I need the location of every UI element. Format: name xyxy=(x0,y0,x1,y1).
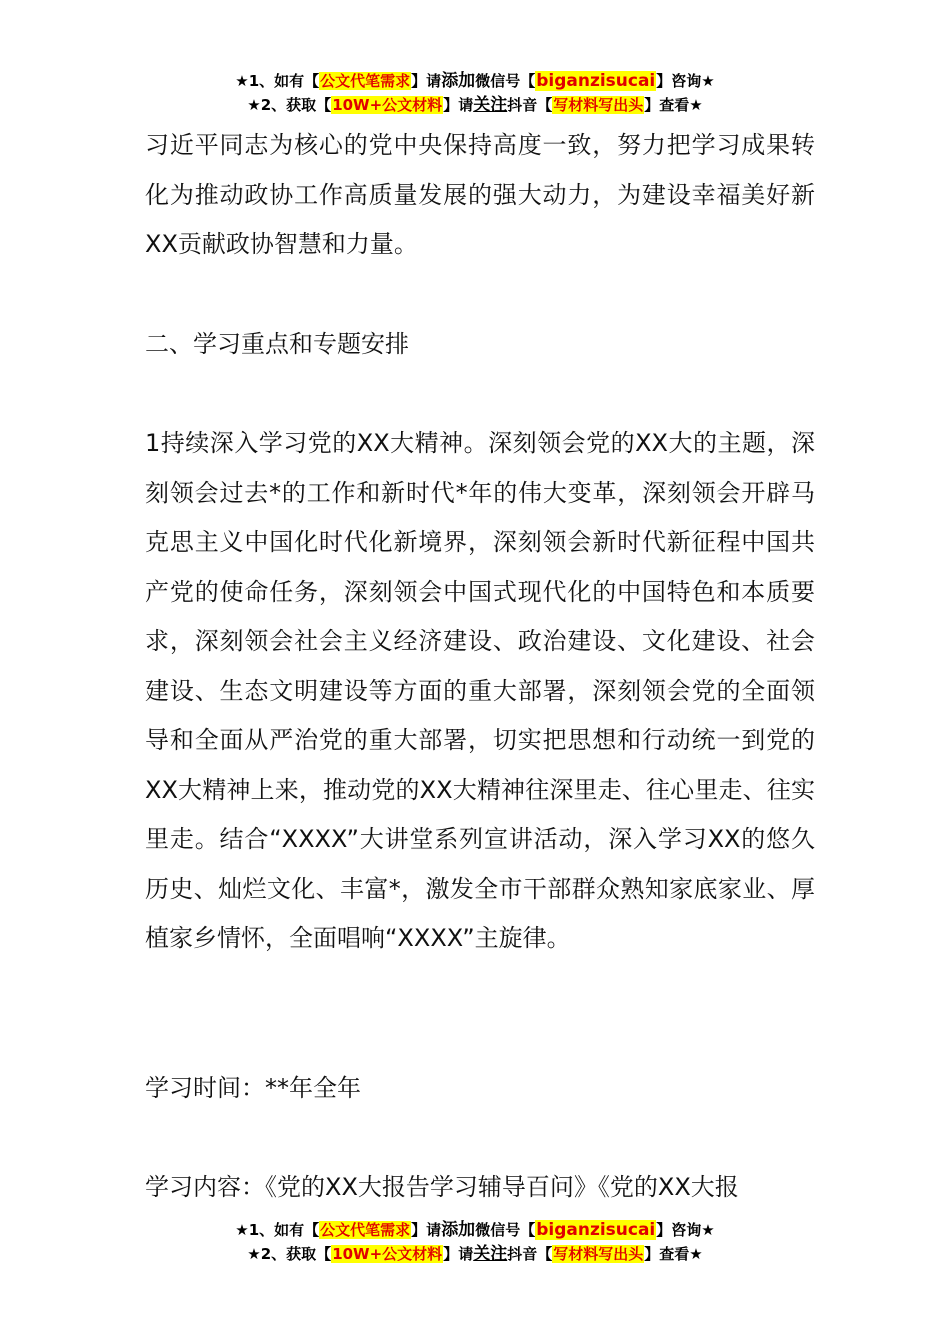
footer-notice-2-mid: 】请 xyxy=(443,1245,474,1263)
study-time-text: 学习时间：**年全年 xyxy=(145,1074,361,1102)
notice-2-prefix: ★2、获取【 xyxy=(247,96,332,114)
notice-1-suffix: 】咨询★ xyxy=(656,72,715,90)
notice-2-highlight-douyin: 写材料写出头 xyxy=(553,96,644,114)
footer-notice-1-highlight-wechat: biganzisucai xyxy=(536,1220,656,1240)
footer-notice-1-mid: 】请 xyxy=(411,1221,442,1239)
notice-2-mid: 】请 xyxy=(443,96,474,114)
notice-1-mid: 】请 xyxy=(411,72,442,90)
footer-notice-2-mid2: 抖音【 xyxy=(507,1245,553,1263)
footer-notice-2-highlight-materials: 10W+公文材料 xyxy=(332,1245,443,1263)
notice-2-emphasis: 关注 xyxy=(473,95,508,115)
notice-1-highlight-wechat: biganzisucai xyxy=(536,71,656,91)
item-1-text: 1持续深入学习党的XX大精神。深刻领会党的XX大的主题，深刻领会过去*的工作和新时代*年的伟大变革，深刻领会开辟马克思主义中国化时代化新境界，深刻领会新时代新征程中国共产党的使命任务，深刻领会中国式现代化的中国特色和本质要求，深刻领会社会主义经济建设、政治建设、文化建设、社会建设、生态文明建设等方面的重大部署，深刻领会党的全面领导和全面从严治党的重大部署，切实把思想和行动统一到党的XX大精神上来，推动党的XX大精神往深里走、往心里走、往实里走。结合“XXXX”大讲堂系列宣讲活动，深入学习XX的悠久历史、灿烂文化、丰富*，激发全市干部群众熟知家底家业、厚植家乡情怀，全面唱响“XXXX”主旋律。 xyxy=(145,429,815,952)
notice-2-mid2: 抖音【 xyxy=(507,96,553,114)
notice-2-highlight-materials: 10W+公文材料 xyxy=(332,96,443,114)
notice-1-mid2: 微信号【 xyxy=(475,72,536,90)
footer-notice-1-prefix: ★1、如有【 xyxy=(235,1221,320,1239)
notice-1-emphasis: 添加 xyxy=(441,71,476,91)
study-contents xyxy=(145,1163,815,1213)
footer-notice-line-2 xyxy=(0,1242,950,1266)
intro-tail-text: 习近平同志为核心的党中央保持高度一致，努力把学习成果转化为推动政协工作高质量发展的强大动力，为建设幸福美好新XX贡献政协智慧和力量。 xyxy=(145,131,815,258)
study-contents-text: 学习内容：《党的XX大报告学习辅导百问》《党的XX大报 xyxy=(145,1173,739,1201)
section-heading xyxy=(145,320,815,370)
footer-notice-2-prefix: ★2、获取【 xyxy=(247,1245,332,1263)
footer-notice-1-mid2: 微信号【 xyxy=(475,1221,536,1239)
notice-1-highlight-service: 公文代笔需求 xyxy=(320,72,411,90)
notice-2-suffix: 】查看★ xyxy=(644,96,703,114)
paragraph-intro-tail xyxy=(145,121,815,270)
footer-notice-1-highlight-service: 公文代笔需求 xyxy=(320,1221,411,1239)
notice-line-1 xyxy=(0,69,950,93)
footer-notice-2-highlight-douyin: 写材料写出头 xyxy=(553,1245,644,1263)
notice-line-2 xyxy=(0,93,950,117)
study-time xyxy=(145,1064,815,1114)
footer-notice-2-emphasis: 关注 xyxy=(473,1244,508,1264)
footer-notice-1-emphasis: 添加 xyxy=(441,1220,476,1240)
footer-notice-1-suffix: 】咨询★ xyxy=(656,1221,715,1239)
header-notice-banner xyxy=(0,69,950,117)
footer-notice-banner xyxy=(0,1218,950,1266)
section-heading-text: 二、学习重点和专题安排 xyxy=(145,330,409,358)
footer-notice-2-suffix: 】查看★ xyxy=(644,1245,703,1263)
notice-1-prefix: ★1、如有【 xyxy=(235,72,320,90)
paragraph-item-1 xyxy=(145,419,815,964)
footer-notice-line-1 xyxy=(0,1218,950,1242)
